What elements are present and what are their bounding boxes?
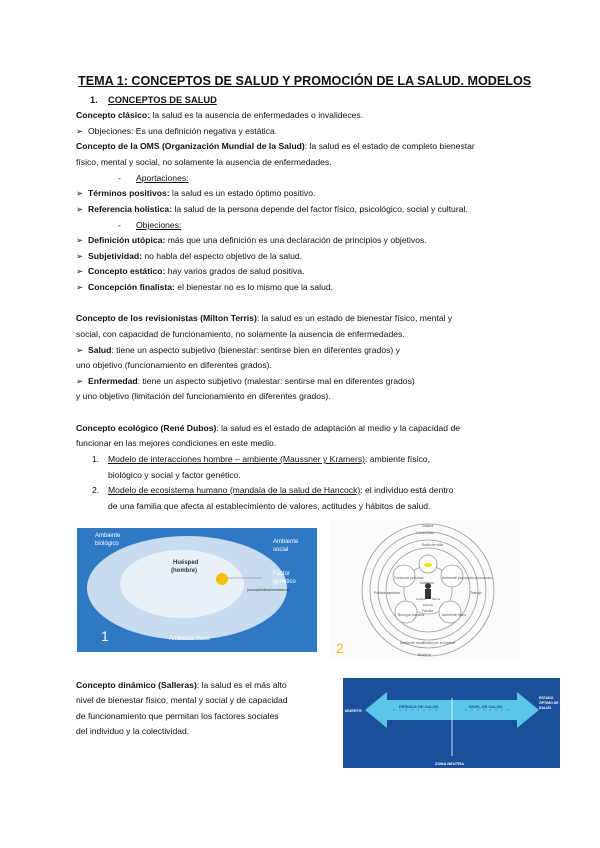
concepto-estatico-text: hay varios grados de salud positiva. — [165, 266, 305, 276]
concepcion-finalista-term: Concepción finalista: — [88, 282, 175, 292]
list-number: 2. — [92, 485, 100, 495]
subjetividad-text: no habla del aspecto objetivo de la salud. — [141, 251, 303, 261]
mandala-politica: Política sanitaria — [374, 591, 400, 595]
enfermedad-text: : tiene un aspecto subjetivo (malestar: sentirse mal en diferentes grados) — [137, 376, 415, 386]
concepto-estatico-line — [76, 266, 304, 277]
dinamico-line — [76, 680, 287, 691]
salud-line — [76, 345, 400, 356]
arrow-bullet-icon: ➢ — [76, 266, 84, 276]
label-zona-neutra: ZONA NEUTRA — [435, 761, 464, 766]
modelo-ecosistema-cont: de una familia que afecta al establecimiento de valores, actitudes y hábitos de salud. — [108, 501, 431, 511]
concepto-oms-line — [76, 141, 475, 152]
figure-number: 1 — [101, 628, 109, 644]
arrow-bullet-icon: ➢ — [76, 251, 84, 261]
mandala-biologia: Biología humana — [398, 613, 425, 617]
referencia-holistica-text: la salud de la persona depende del factor físico, psicológico, social y cultural. — [172, 204, 468, 214]
section-heading — [90, 95, 217, 106]
aportaciones-heading — [118, 173, 189, 184]
label-estado-optimo: ESTADO ÓPTIMO DE SALUD — [539, 696, 559, 710]
figure-number: 2 — [336, 640, 344, 656]
figure-salleras-continuum — [343, 678, 560, 768]
concepto-oms-term: Concepto de la OMS (Organización Mundial de la Salud) — [76, 141, 305, 151]
dash-bullet: - — [118, 173, 121, 183]
enfermedad-cont: y uno objetivo (limitación del funcionamiento en diferentes grados). — [76, 391, 331, 401]
modelo-interacciones-term: Modelo de interacciones hombre – ambiente (Maussner y Kramers) — [108, 454, 365, 464]
label-ambiente-biologico: Ambiente biológico — [95, 533, 121, 547]
mandala-comunidad: Comunidad — [416, 531, 434, 535]
mandala-espiritu: Espíritu — [423, 603, 434, 607]
mandala-cultura: Cultura — [422, 524, 434, 528]
concepto-clasico-line — [76, 110, 363, 121]
ecologico-cont: funcionar en las mejores condiciones en este medio. — [76, 438, 277, 448]
terminos-positivos-line — [76, 188, 315, 199]
concepcion-finalista-text: el bienestar no es lo mismo que la salud. — [174, 282, 334, 292]
ecologico-line — [76, 423, 460, 434]
label-susceptibilidad: (susceptibilidad/resistencia) — [247, 588, 290, 592]
modelo-ecosistema-term: Modelo de ecosistema humano (mandala de la salud de Hancock) — [108, 485, 361, 495]
ecologico-text: : la salud es el estado de adaptación al medio y la capacidad de — [216, 423, 461, 433]
label-huesped: Huésped — [173, 560, 199, 566]
mandala-ambiente-modificado: Ambiente modificado por el hombre — [400, 641, 456, 645]
page-title: TEMA 1: CONCEPTOS DE SALUD Y PROMOCIÓN DE LA SALUD. MODELOS — [78, 74, 532, 88]
mandala-biosfera: Biosfera — [418, 653, 431, 657]
definicion-utopica-term: Definición utópica: — [88, 235, 166, 245]
concepto-oms-cont: físico, mental y social, no solamente la ausencia de enfermedades. — [76, 157, 332, 167]
revisionistas-cont: social, con capacidad de funcionamiento, no solamente la ausencia de enfermedades. — [76, 329, 405, 339]
genetic-factor-dot — [216, 573, 228, 585]
salud-text: : tiene un aspecto subjetivo (bienestar: sentirse bien en diferentes grados) y — [111, 345, 400, 355]
mandala-estilo-vida: Estilo de vida — [422, 543, 443, 547]
dinamico-cont-2: de funcionamiento que permitan los factores sociales — [76, 711, 279, 721]
arrow-bullet-icon: ➢ — [76, 204, 84, 214]
concepto-oms-text: : la salud es el estado de completo bienestar — [304, 141, 475, 151]
arrow-bullet-icon: ➢ — [76, 188, 84, 198]
dash-bullet: - — [118, 220, 121, 230]
terminos-positivos-term: Términos positivos: — [88, 188, 170, 198]
salud-term: Salud — [88, 345, 112, 355]
definicion-utopica-line — [76, 235, 427, 246]
dinamico-term: Concepto dinámico (Salleras) — [76, 680, 197, 690]
objeciones-clasico-line — [76, 126, 277, 137]
arrow-bullet-icon: ➢ — [76, 126, 84, 136]
label-muerte: MUERTE — [345, 708, 362, 713]
section-number: 1. — [90, 95, 98, 105]
figure-hancock-mandala — [330, 520, 520, 660]
label-perdida-salud: PÉRDIDA DE SALUD — [399, 704, 439, 709]
mandala-individuo: Individuo — [420, 581, 435, 585]
salud-cont: uno objetivo (funcionamiento en diferentes grados). — [76, 360, 272, 370]
referencia-holistica-term: Referencia holística: — [88, 204, 173, 214]
arrow-bullet-icon: ➢ — [76, 376, 84, 386]
dinamico-cont-1: nivel de bienestar físico, mental y social y de capacidad — [76, 695, 288, 705]
revisionistas-text: : la salud es un estado de bienestar físico, mental y — [256, 313, 453, 323]
label-ambiente-social: Ambiente social — [273, 539, 299, 553]
modelo-ecosistema-text: : el individuo está dentro — [360, 485, 454, 495]
label-hombre: (hombre) — [171, 568, 197, 574]
objeciones-label: Objeciones: — [136, 220, 182, 230]
modelo-ecosistema-line — [92, 485, 453, 496]
revisionistas-term: Concepto de los revisionistas (Milton Terris) — [76, 313, 257, 323]
mandala-ambiente-psico: Ambiente psicosocio-económico — [442, 576, 493, 580]
subjetividad-line — [76, 251, 302, 262]
mandala-trabajo: Trabajo — [470, 591, 482, 595]
objeciones-clasico-text: Objeciones: Es una definición negativa y estática. — [88, 126, 278, 136]
mandala-familia: Familia — [422, 609, 434, 613]
modelo-interacciones-line — [92, 454, 430, 465]
mandala-cuerpo: Cuerpo — [416, 597, 426, 601]
concepto-estatico-term: Concepto estático: — [88, 266, 166, 276]
arrow-bullet-icon: ➢ — [76, 345, 84, 355]
definicion-utopica-text: más que una definición es una declaración de principios y objetivos. — [165, 235, 427, 245]
concepto-clasico-term: Concepto clásico: — [76, 110, 151, 120]
modelo-interacciones-cont: biológico y social y factor genético. — [108, 470, 241, 480]
ecologico-term: Concepto ecológico (René Dubos) — [76, 423, 217, 433]
dinamico-text: : la salud es el más alto — [196, 680, 287, 690]
label-factor-genetico: Factor genético — [273, 571, 296, 585]
referencia-holistica-line — [76, 204, 468, 215]
list-number: 1. — [92, 454, 100, 464]
subjetividad-term: Subjetividad: — [88, 251, 142, 261]
arrow-bullet-icon: ➢ — [76, 235, 84, 245]
revisionistas-line — [76, 313, 452, 324]
concepcion-finalista-line — [76, 282, 333, 293]
enfermedad-term: Enfermedad — [88, 376, 138, 386]
concepto-clasico-text: la salud es la ausencia de enfermedades o invalideces. — [150, 110, 364, 120]
terminos-positivos-text: la salud es un estado óptimo positivo. — [169, 188, 316, 198]
objeciones-heading — [118, 220, 181, 231]
label-nivel-salud: NIVEL DE SALUD — [469, 704, 503, 709]
figure-maussner-model — [77, 528, 317, 652]
mandala-ambiente-fisico: Ambiente físico — [442, 613, 466, 617]
mandala-conducta: Conducta personal — [394, 576, 424, 580]
aportaciones-label: Aportaciones: — [136, 173, 189, 183]
modelo-interacciones-text: : ambiente físico, — [364, 454, 430, 464]
dinamico-cont-3: del individuo y la colectividad. — [76, 726, 190, 736]
enfermedad-line — [76, 376, 415, 387]
label-ambiente-fisico: Ambiente físico — [169, 636, 211, 642]
arrow-bullet-icon: ➢ — [76, 282, 84, 292]
section-label: CONCEPTOS DE SALUD — [108, 95, 217, 105]
mandala-mente: Mente — [432, 597, 441, 601]
